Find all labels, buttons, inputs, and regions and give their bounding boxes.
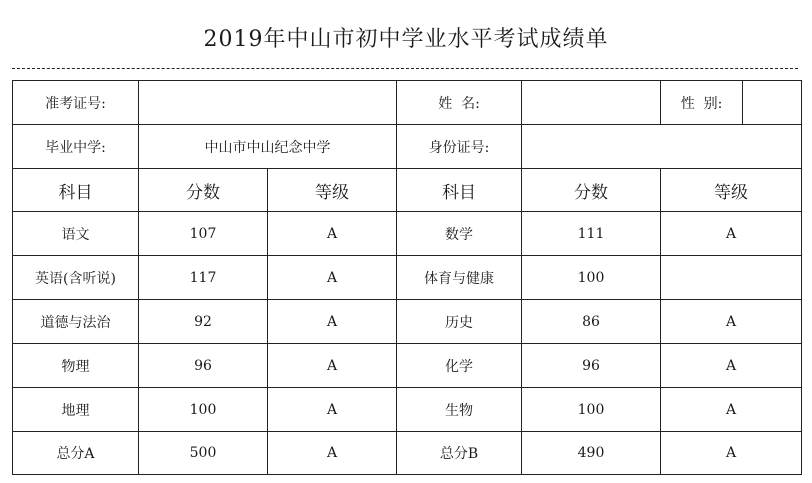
grade-cell [661, 256, 802, 300]
table-row [13, 300, 802, 344]
table-row [13, 256, 802, 300]
subject-cell: 数学 [397, 212, 522, 256]
total-a-score: 500 [139, 432, 268, 475]
score-cell: 100 [522, 388, 661, 432]
name-value [522, 81, 661, 125]
total-row [13, 432, 802, 475]
grade-cell: A [661, 344, 802, 388]
score-sheet-table [12, 80, 802, 475]
id-value [522, 125, 802, 169]
dashed-divider [12, 68, 798, 69]
header-grade-right: 等级 [661, 169, 802, 212]
table-row [13, 344, 802, 388]
subject-cell: 语文 [13, 212, 139, 256]
grade-cell: A [661, 388, 802, 432]
score-cell: 117 [139, 256, 268, 300]
total-a-label: 总分A [13, 432, 139, 475]
info-row-2 [13, 125, 802, 169]
subject-cell: 物理 [13, 344, 139, 388]
exam-no-label: 准考证号: [13, 81, 139, 125]
grade-cell: A [661, 300, 802, 344]
subject-cell: 历史 [397, 300, 522, 344]
subject-cell: 道德与法治 [13, 300, 139, 344]
name-label: 姓 名: [397, 81, 522, 125]
grade-cell: A [268, 300, 397, 344]
score-cell: 107 [139, 212, 268, 256]
subject-cell: 生物 [397, 388, 522, 432]
page-title: 2019年中山市初中学业水平考试成绩单 [203, 27, 609, 52]
header-score-left: 分数 [139, 169, 268, 212]
score-cell: 100 [139, 388, 268, 432]
subject-cell: 地理 [13, 388, 139, 432]
header-row [13, 169, 802, 212]
score-cell: 92 [139, 300, 268, 344]
total-b-score: 490 [522, 432, 661, 475]
score-cell: 96 [139, 344, 268, 388]
gender-label: 性 别: [661, 81, 743, 125]
score-cell: 111 [522, 212, 661, 256]
school-label: 毕业中学: [13, 125, 139, 169]
total-a-grade: A [268, 432, 397, 475]
school-value: 中山市中山纪念中学 [139, 125, 397, 169]
header-grade-left: 等级 [268, 169, 397, 212]
score-cell: 100 [522, 256, 661, 300]
score-cell: 86 [522, 300, 661, 344]
grade-cell: A [268, 212, 397, 256]
exam-no-value [139, 81, 397, 125]
score-cell: 96 [522, 344, 661, 388]
gender-value [743, 81, 802, 125]
header-subject-left: 科目 [13, 169, 139, 212]
subject-cell: 英语(含听说) [13, 256, 139, 300]
total-b-grade: A [661, 432, 802, 475]
total-b-label: 总分B [397, 432, 522, 475]
grade-cell: A [661, 212, 802, 256]
subject-cell: 化学 [397, 344, 522, 388]
info-row-1 [13, 81, 802, 125]
grade-cell: A [268, 344, 397, 388]
subject-cell: 体育与健康 [397, 256, 522, 300]
table-row [13, 212, 802, 256]
grade-cell: A [268, 256, 397, 300]
table-row [13, 388, 802, 432]
id-label: 身份证号: [397, 125, 522, 169]
header-score-right: 分数 [522, 169, 661, 212]
header-subject-right: 科目 [397, 169, 522, 212]
grade-cell: A [268, 388, 397, 432]
